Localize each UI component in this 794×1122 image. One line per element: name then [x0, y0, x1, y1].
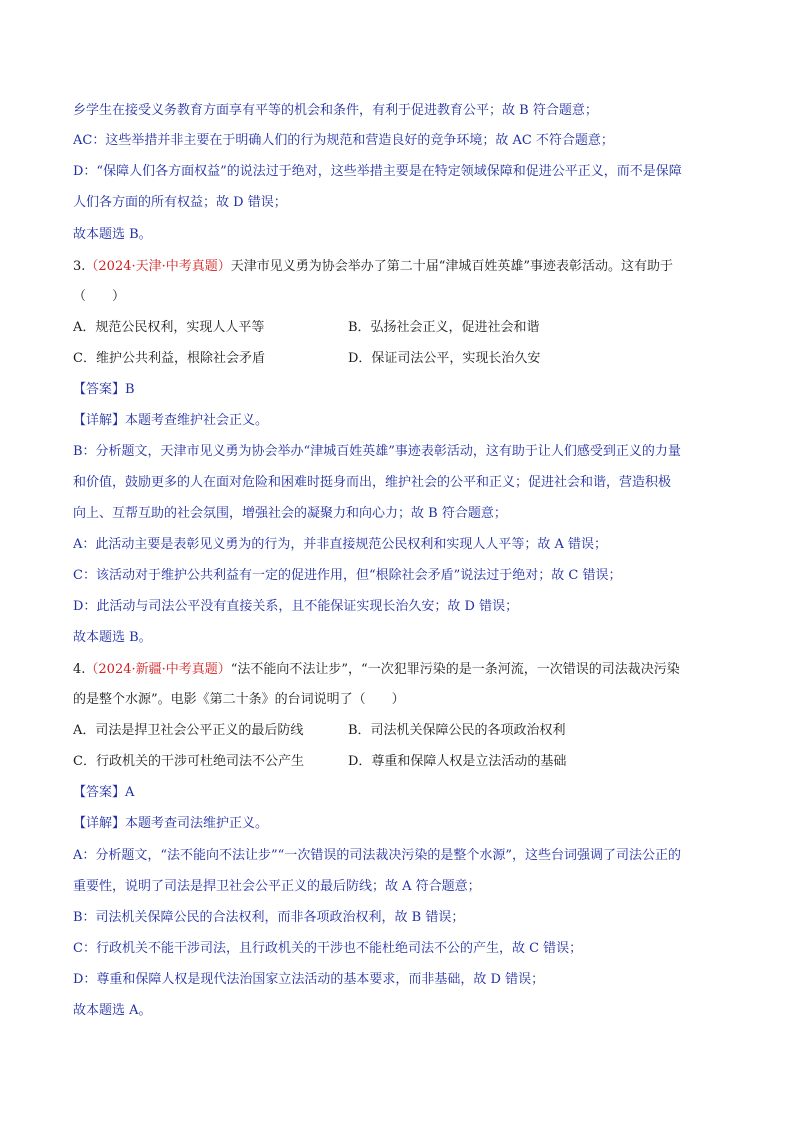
question-number: 4. — [73, 662, 86, 677]
answer-line — [73, 380, 733, 400]
analysis-line: AC：这些举措并非主要在于明确人们的行为规范和营造良好的竞争环境；故 AC 不符合题意； — [73, 133, 614, 148]
analysis-line: A：此活动主要是表彰见义勇为的行为，并非直接规范公民权利和实现人人平等；故 A 错误； — [73, 537, 608, 552]
detail-text: 本题考查司法维护正义。 — [125, 816, 269, 831]
question-blank: （ ） — [73, 289, 126, 304]
answer-tag: 【答案】 — [73, 382, 126, 397]
question-source: （2024·天津·中考真题） — [85, 259, 231, 274]
analysis-line: C：行政机关不能干涉司法，且行政机关的干涉也不能杜绝司法不公的产生，故 C 错误； — [73, 941, 583, 956]
analysis-line: A：分析题文，“法不能向不法让步”“一次错误的司法裁决污染的是整个水源”，这些台词强调了司法公正的 — [73, 848, 681, 863]
question-4-stem — [73, 660, 733, 680]
analysis-line: 重要性，说明了司法是捍卫社会公平正义的最后防线；故 A 符合题意； — [73, 879, 481, 894]
analysis-line: 乡学生在接受义务教育方面享有平等的机会和条件，有利于促进教育公平；故 B 符合题意； — [73, 103, 598, 118]
detail-tag: 【详解】 — [73, 816, 126, 831]
answer-value: A — [125, 785, 135, 800]
detail-tag: 【详解】 — [73, 413, 126, 428]
detail-line — [73, 814, 733, 834]
answer-tag: 【答案】 — [73, 785, 126, 800]
analysis-line: C：该活动对于维护公共利益有一定的促进作用，但“根除社会矛盾”说法过于绝对；故 C 错误； — [73, 568, 622, 583]
option-b: B．司法机关保障公民的各项政治权利 — [348, 723, 566, 738]
option-c: C．维护公共利益，根除社会矛盾 — [73, 351, 265, 366]
analysis-line: D：尊重和保障人权是现代法治国家立法活动的基本要求，而非基础，故 D 错误； — [73, 972, 545, 987]
option-b: B．弘扬社会正义，促进社会和谐 — [348, 320, 540, 335]
question-source: （2024·新疆·中考真题） — [85, 662, 231, 677]
answer-line — [73, 783, 733, 803]
detail-text: 本题考查维护社会正义。 — [125, 413, 269, 428]
analysis-line: D：“保障人们各方面权益”的说法过于绝对，这些举措主要是在特定领域保障和促进公平正义，而不是保障 — [73, 164, 682, 179]
analysis-line: 和价值，鼓励更多的人在面对危险和困难时挺身而出，维护社会的公平和正义；促进社会和谐，营造积极 — [73, 475, 672, 490]
question-stem-text: 天津市见义勇为协会举办了第二十届“津城百姓英雄”事迹表彰活动。这有助于 — [230, 259, 674, 274]
option-a: A．规范公民权利，实现人人平等 — [73, 320, 265, 335]
conclusion-line: 故本题选 A。 — [73, 1003, 152, 1018]
analysis-line: D：此活动与司法公平没有直接关系，且不能保证实现长治久安；故 D 错误； — [73, 599, 519, 614]
detail-line — [73, 411, 733, 431]
analysis-line: B：分析题文，天津市见义勇为协会举办“津城百姓英雄”事迹表彰活动，这有助于让人们感受到正义的力量 — [73, 444, 681, 459]
analysis-line: 人们各方面的所有权益；故 D 错误； — [73, 195, 287, 210]
option-a: A．司法是捍卫社会公平正义的最后防线 — [73, 723, 304, 738]
option-d: D．尊重和保障人权是立法活动的基础 — [348, 754, 567, 769]
option-d: D．保证司法公平，实现长治久安 — [348, 351, 541, 366]
conclusion-line: 故本题选 B。 — [73, 630, 152, 645]
question-3-stem — [73, 257, 733, 277]
question-number: 3. — [73, 259, 86, 274]
option-c: C．行政机关的干涉可杜绝司法不公产生 — [73, 754, 304, 769]
answer-value: B — [125, 382, 135, 397]
analysis-line: 向上、互帮互助的社会氛围，增强社会的凝聚力和向心力；故 B 符合题意； — [73, 506, 507, 521]
conclusion-line: 故本题选 B。 — [73, 227, 152, 242]
question-stem-text: “法不能向不法让步”，“一次犯罪污染的是一条河流，一次错误的司法裁决污染 — [230, 662, 680, 677]
question-stem-line-2: 的是整个水源”。电影《第二十条》的台词说明了（ ） — [73, 692, 405, 707]
analysis-line: B：司法机关保障公民的合法权利，而非各项政治权利，故 B 错误； — [73, 910, 465, 925]
